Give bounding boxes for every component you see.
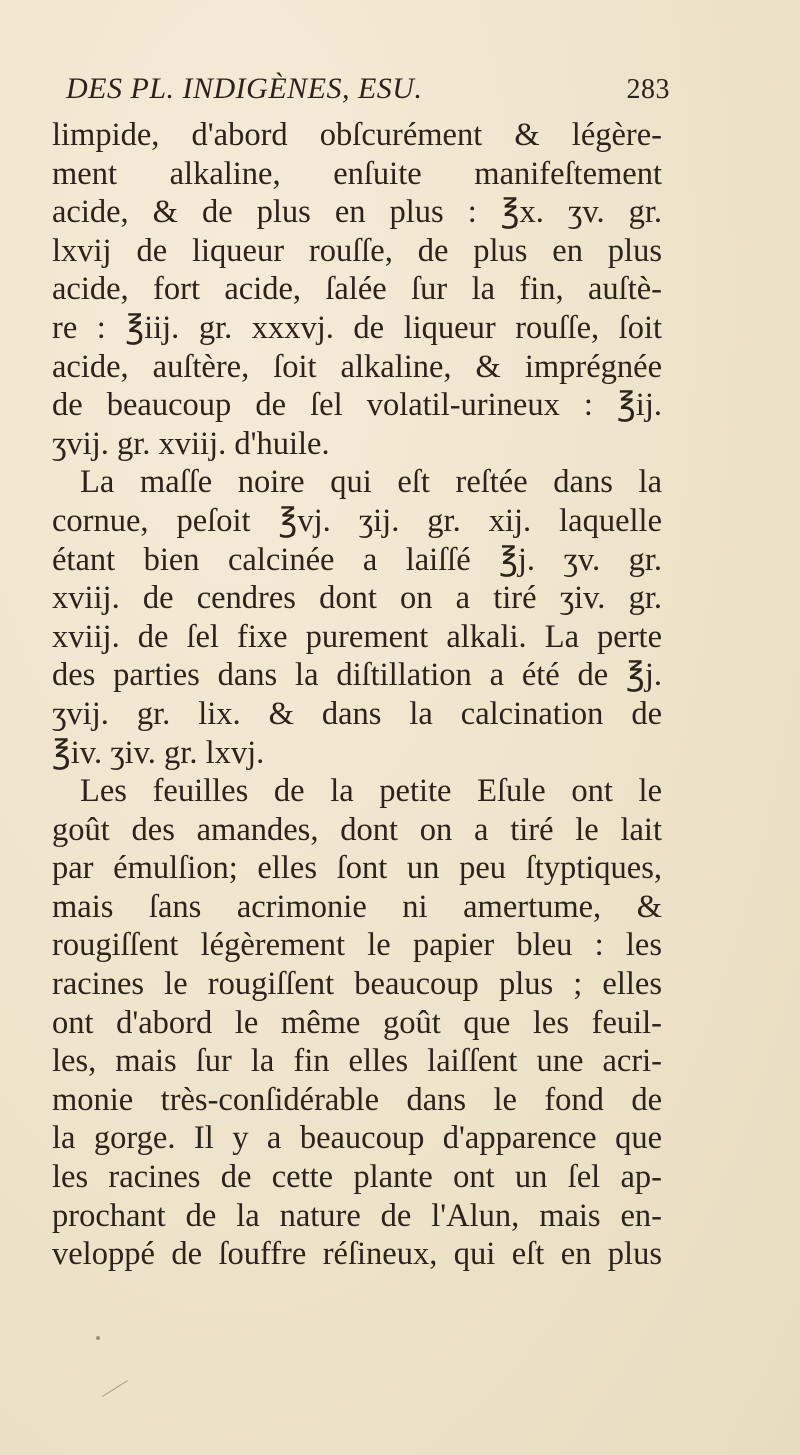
text-line: racines le rougiſſent beaucoup plus ; elles: [52, 966, 662, 1003]
text-line: xviij. de ſel fixe purement alkali. La perte: [52, 618, 662, 655]
text-line: re : ℥iij. gr. xxxvj. de liqueur rouſſe, ſoit: [52, 309, 662, 346]
text-line: lxvij de liqueur rouſſe, de plus en plus: [52, 232, 662, 269]
paper-scratch: [102, 1380, 128, 1397]
text-line: ment alkaline, enſuite manifeſtement: [52, 155, 662, 192]
text-line: étant bien calcinée a laiſſé ℥j. ʒv. gr.: [52, 541, 662, 578]
text-line: goût des amandes, dont on a tiré le lait: [52, 811, 662, 848]
body-text: [52, 116, 662, 1274]
text-line: la gorge. Il y a beaucoup d'apparence que: [52, 1120, 662, 1157]
text-line: de beaucoup de ſel volatil-urineux : ℥ij.: [52, 387, 662, 424]
text-line: xviij. de cendres dont on a tiré ʒiv. gr.: [52, 580, 662, 617]
running-title: DES PL. INDIGÈNES, ESU.: [66, 72, 423, 105]
text-line: acide, fort acide, ſalée ſur la fin, auſtè-: [52, 271, 662, 308]
text-line: mais ſans acrimonie ni amertume, &: [52, 888, 662, 925]
text-line: prochant de la nature de l'Alun, mais en-: [52, 1197, 662, 1234]
text-line: les, mais ſur la fin elles laiſſent une acri-: [52, 1043, 662, 1080]
text-line: ʒvij. gr. lix. & dans la calcination de: [52, 695, 662, 732]
text-line: monie très-conſidérable dans le fond de: [52, 1081, 662, 1118]
text-line: ℥iv. ʒiv. gr. lxvj.: [52, 734, 265, 771]
text-line: limpide, d'abord obſcurément & légère-: [52, 117, 662, 153]
page-header: [52, 72, 670, 112]
text-line: acide, & de plus en plus : ℥x. ʒv. gr.: [52, 194, 662, 231]
text-line: ont d'abord le même goût que les feuil-: [52, 1004, 662, 1041]
book-page: [52, 72, 670, 1274]
text-line: cornue, peſoit ℥vj. ʒij. gr. xij. laquelle: [52, 502, 662, 539]
text-line: rougiſſent légèrement le papier bleu : les: [52, 927, 662, 964]
text-line: veloppé de ſouffre réſineux, qui eſt en plus: [52, 1236, 662, 1273]
text-line: acide, auſtère, ſoit alkaline, & imprégnée: [52, 348, 662, 385]
text-line: La maſſe noire qui eſt reſtée dans la: [80, 464, 662, 501]
text-line: les racines de cette plante ont un ſel ap-: [52, 1159, 662, 1196]
paper-speck: [96, 1336, 100, 1340]
page-number: 283: [626, 74, 670, 105]
text-line: ʒvij. gr. xviij. d'huile.: [52, 425, 330, 462]
text-line: Les feuilles de la petite Eſule ont le: [80, 773, 662, 810]
text-line: des parties dans la diſtillation a été de ℥j.: [52, 657, 662, 694]
text-line: par émulſion; elles ſont un peu ſtyptiques,: [52, 850, 662, 887]
